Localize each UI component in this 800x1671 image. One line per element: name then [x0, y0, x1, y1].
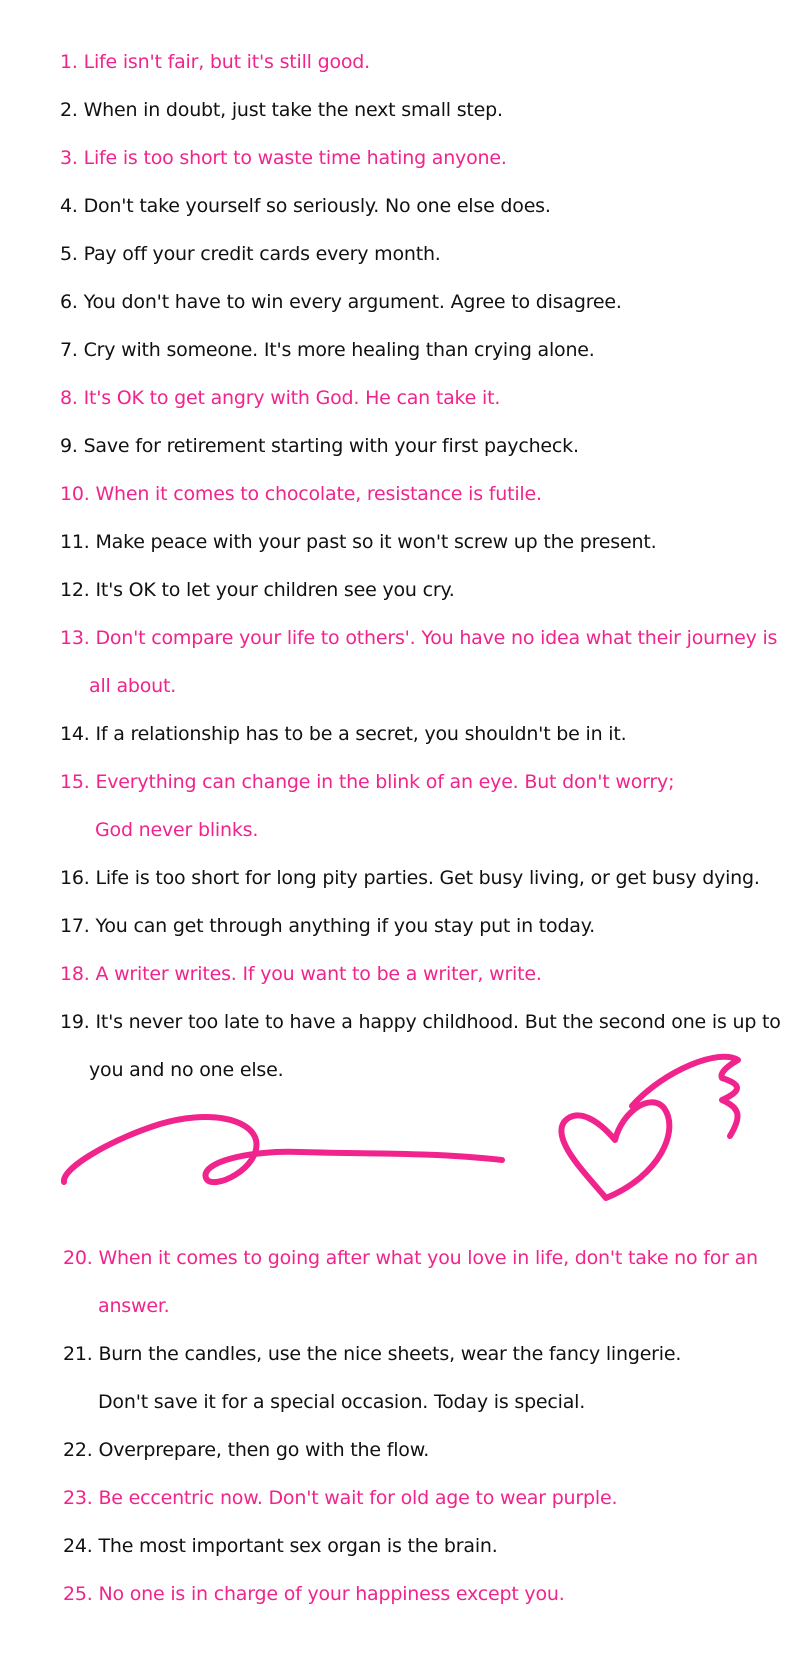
- lesson-15: 15. Everything can change in the blink of an eye. But don't worry;: [60, 771, 675, 793]
- lesson-22: 22. Overprepare, then go with the flow.: [63, 1439, 430, 1461]
- lesson-23: 23. Be eccentric now. Don't wait for old age to wear purple.: [63, 1487, 618, 1509]
- lesson-6: 6. You don't have to win every argument. Agree to disagree.: [60, 291, 622, 313]
- lesson-21-cont: Don't save it for a special occasion. Today is special.: [98, 1391, 586, 1413]
- lesson-12: 12. It's OK to let your children see you cry.: [60, 579, 455, 601]
- lesson-13-cont: all about.: [89, 675, 177, 697]
- lesson-10: 10. When it comes to chocolate, resistance is futile.: [60, 483, 542, 505]
- lesson-19-cont: you and no one else.: [89, 1059, 284, 1081]
- lesson-8: 8. It's OK to get angry with God. He can take it.: [60, 387, 501, 409]
- lesson-2: 2. When in doubt, just take the next small step.: [60, 99, 503, 121]
- lesson-18: 18. A writer writes. If you want to be a writer, write.: [60, 963, 542, 985]
- lesson-21: 21. Burn the candles, use the nice sheets, wear the fancy lingerie.: [63, 1343, 682, 1365]
- lesson-25: 25. No one is in charge of your happiness except you.: [63, 1583, 565, 1605]
- lesson-11: 11. Make peace with your past so it won't screw up the present.: [60, 531, 657, 553]
- lesson-17: 17. You can get through anything if you stay put in today.: [60, 915, 595, 937]
- squiggle-line: [64, 1117, 502, 1182]
- lesson-5: 5. Pay off your credit cards every month.: [60, 243, 441, 265]
- lesson-3: 3. Life is too short to waste time hating anyone.: [60, 147, 507, 169]
- lesson-9: 9. Save for retirement starting with your first paycheck.: [60, 435, 579, 457]
- lesson-20: 20. When it comes to going after what you love in life, don't take no for an: [63, 1247, 758, 1269]
- lesson-7: 7. Cry with someone. It's more healing than crying alone.: [60, 339, 595, 361]
- heart-doodle: [561, 1057, 738, 1198]
- lesson-16: 16. Life is too short for long pity parties. Get busy living, or get busy dying.: [60, 867, 760, 889]
- lesson-13: 13. Don't compare your life to others'. You have no idea what their journey is: [60, 627, 778, 649]
- lesson-1: 1. Life isn't fair, but it's still good.: [60, 51, 370, 73]
- lesson-24: 24. The most important sex organ is the brain.: [63, 1535, 498, 1557]
- lesson-14: 14. If a relationship has to be a secret, you shouldn't be in it.: [60, 723, 627, 745]
- lesson-15-cont: God never blinks.: [95, 819, 259, 841]
- lesson-4: 4. Don't take yourself so seriously. No one else does.: [60, 195, 551, 217]
- lesson-20-cont: answer.: [98, 1295, 170, 1317]
- lesson-19: 19. It's never too late to have a happy childhood. But the second one is up to: [60, 1011, 781, 1033]
